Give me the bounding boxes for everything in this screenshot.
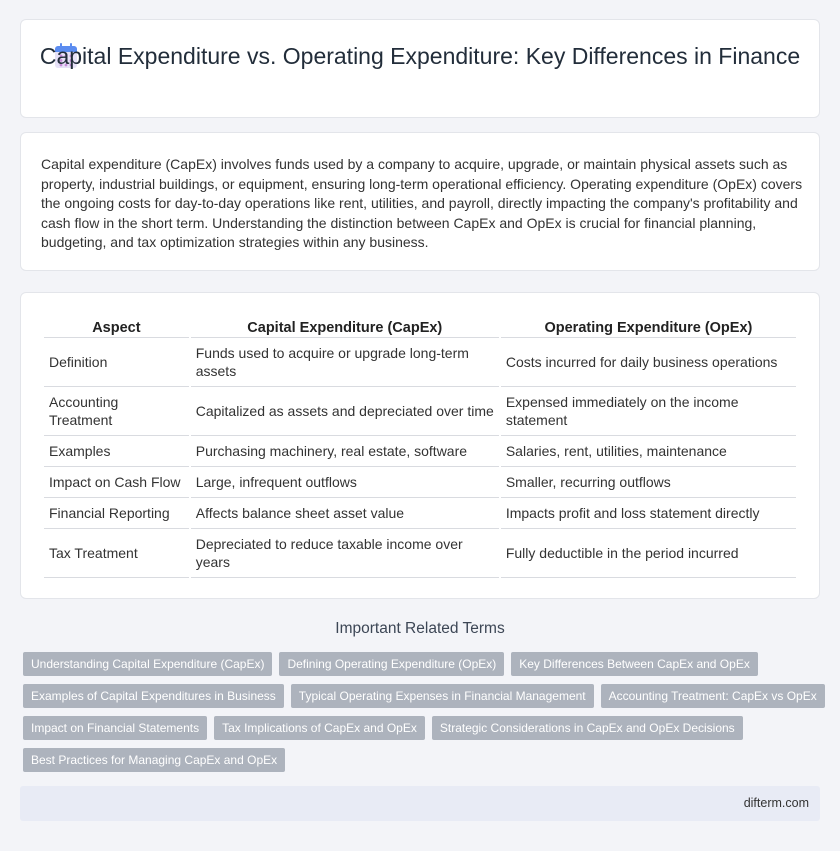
table-cell: Capitalized as assets and depreciated over time xyxy=(191,387,499,436)
table-row xyxy=(44,467,796,498)
site-link[interactable]: difterm.com xyxy=(743,796,809,810)
table-cell: Definition xyxy=(44,338,189,387)
header-card xyxy=(20,19,820,118)
related-term-tag[interactable]: Tax Implications of CapEx and OpEx xyxy=(214,716,425,740)
table-cell: Depreciated to reduce taxable income over years xyxy=(191,529,499,578)
table-row xyxy=(44,338,796,387)
related-terms-title: Important Related Terms xyxy=(335,620,505,637)
table-cell: Tax Treatment xyxy=(44,529,189,578)
table-row xyxy=(44,436,796,467)
page-title: Capital Expenditure vs. Operating Expenditure: Key Differences in Finance xyxy=(39,43,801,69)
related-term-tag[interactable]: Defining Operating Expenditure (OpEx) xyxy=(279,652,504,676)
table-cell: Smaller, recurring outflows xyxy=(501,467,796,498)
table-cell: Fully deductible in the period incurred xyxy=(501,529,796,578)
intro-paragraph: Capital expenditure (CapEx) involves funds used by a company to acquire, upgrade, or maintain physical assets such as property, industrial buildings, or equipment, ensuring long-term operational efficiency. Operating expenditure (OpEx) covers the ongoing costs for day-to-day operations like rent, utilities, and payroll, directly impacting the company's profitability and cash flow in the short term. Understanding the distinction between CapEx and OpEx is crucial for financial planning, budgeting, and tax optimization strategies within any business. xyxy=(41,156,803,251)
related-terms-tags xyxy=(23,652,823,780)
comparison-table-card xyxy=(20,292,820,599)
intro-card xyxy=(20,132,820,271)
table-cell: Examples xyxy=(44,436,189,467)
table-cell: Affects balance sheet asset value xyxy=(191,498,499,529)
table-cell: Impact on Cash Flow xyxy=(44,467,189,498)
table-cell: Costs incurred for daily business operations xyxy=(501,338,796,387)
header-opex: Operating Expenditure (OpEx) xyxy=(501,315,796,338)
table-row xyxy=(44,529,796,578)
table-row xyxy=(44,387,796,436)
header-capex: Capital Expenditure (CapEx) xyxy=(191,315,499,338)
table-cell: Financial Reporting xyxy=(44,498,189,529)
table-header-row xyxy=(44,315,796,338)
table-cell: Accounting Treatment xyxy=(44,387,189,436)
table-cell: Salaries, rent, utilities, maintenance xyxy=(501,436,796,467)
table-row xyxy=(44,498,796,529)
related-term-tag[interactable]: Impact on Financial Statements xyxy=(23,716,207,740)
related-term-tag[interactable]: Accounting Treatment: CapEx vs OpEx xyxy=(601,684,825,708)
table-cell: Large, infrequent outflows xyxy=(191,467,499,498)
table-cell: Expensed immediately on the income statement xyxy=(501,387,796,436)
related-term-tag[interactable]: Understanding Capital Expenditure (CapEx) xyxy=(23,652,272,676)
related-term-tag[interactable]: Key Differences Between CapEx and OpEx xyxy=(511,652,758,676)
header-aspect: Aspect xyxy=(44,315,189,338)
related-term-tag[interactable]: Typical Operating Expenses in Financial Management xyxy=(291,684,594,708)
related-term-tag[interactable]: Strategic Considerations in CapEx and OpEx Decisions xyxy=(432,716,743,740)
table-cell: Impacts profit and loss statement directly xyxy=(501,498,796,529)
related-term-tag[interactable]: Examples of Capital Expenditures in Business xyxy=(23,684,284,708)
comparison-table xyxy=(42,315,798,578)
table-cell: Funds used to acquire or upgrade long-term assets xyxy=(191,338,499,387)
footer xyxy=(20,786,820,821)
related-term-tag[interactable]: Best Practices for Managing CapEx and OpEx xyxy=(23,748,285,772)
table-cell: Purchasing machinery, real estate, software xyxy=(191,436,499,467)
